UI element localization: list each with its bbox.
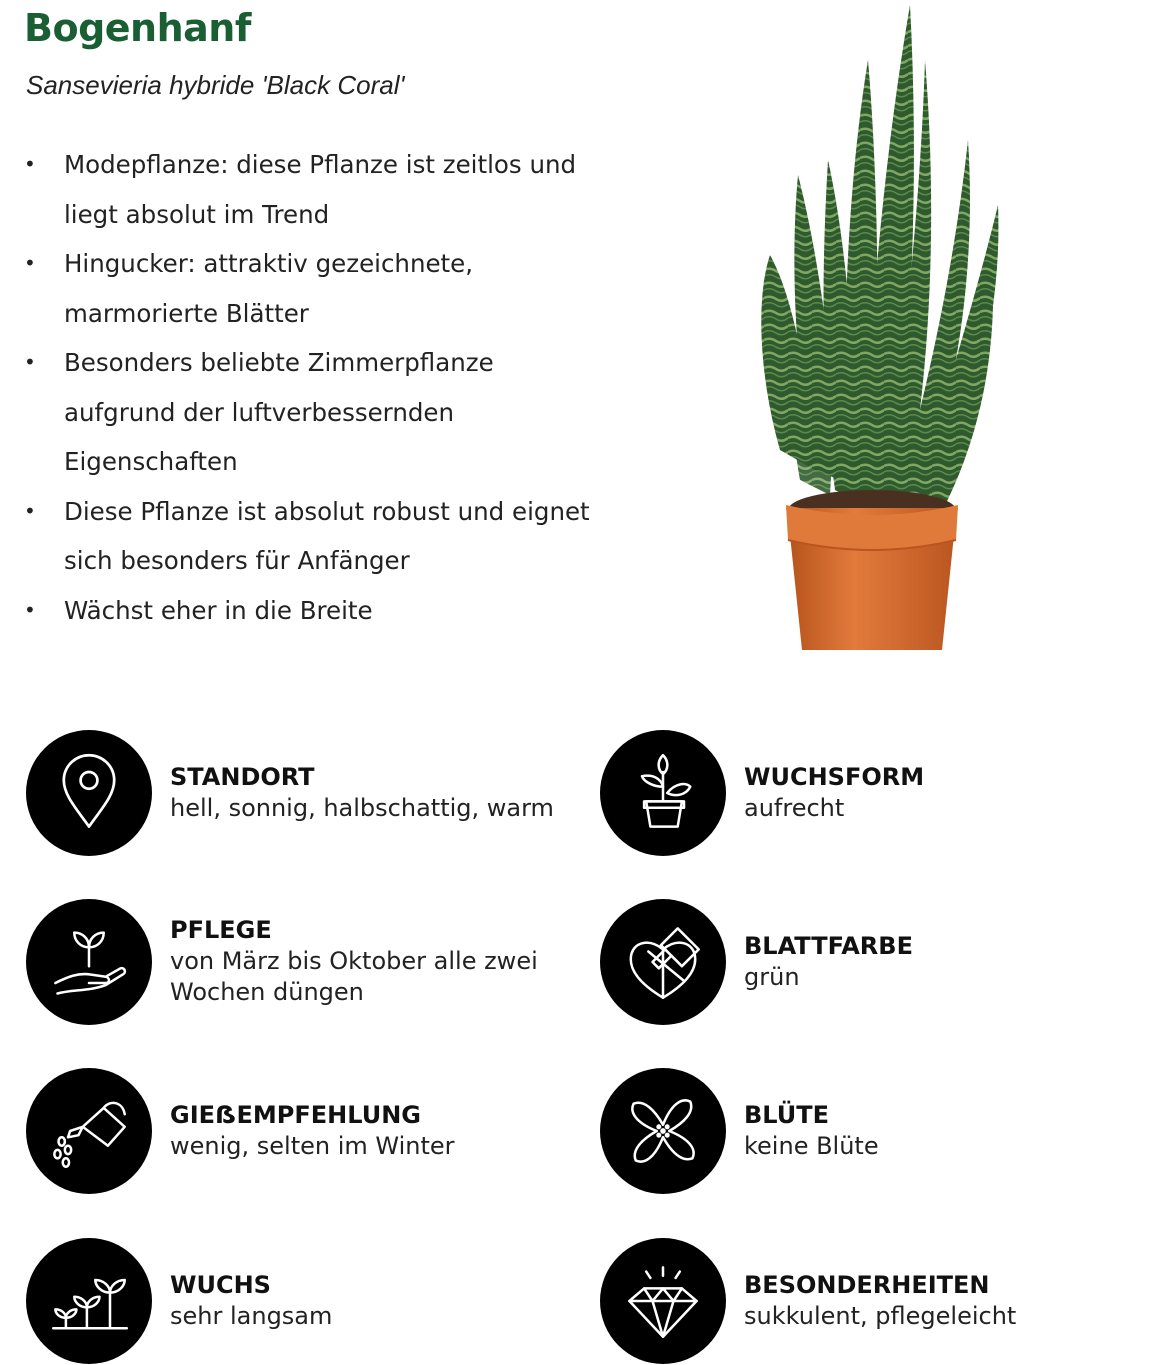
hand-seedling-icon — [26, 899, 152, 1025]
potted-plant-icon — [600, 730, 726, 856]
info-blattfarbe — [600, 899, 913, 1025]
info-value: grün — [744, 962, 800, 991]
info-value: wenig, selten im Winter — [170, 1131, 455, 1160]
bullet-icon: • — [24, 152, 36, 176]
flower-icon — [600, 1068, 726, 1194]
feature-line: Eigenschaften — [64, 447, 238, 476]
bullet-icon: • — [24, 498, 36, 523]
feature-line: marmorierte Blätter — [64, 298, 309, 328]
info-label: STANDORT — [170, 762, 315, 791]
bullet-icon: • — [24, 350, 36, 374]
info-value: hell, sonnig, halbschattig, warm — [170, 793, 554, 822]
feature-item — [24, 140, 604, 239]
info-label: WUCHS — [170, 1270, 271, 1299]
info-giessen — [26, 1068, 455, 1194]
feature-line: Wächst eher in die Breite — [64, 595, 373, 625]
info-besonderheiten — [600, 1238, 1016, 1364]
info-pflege — [26, 899, 538, 1025]
bullet-icon: • — [24, 597, 36, 622]
info-bluete — [600, 1068, 879, 1194]
info-label: BESONDERHEITEN — [744, 1270, 990, 1299]
feature-line: aufgrund der luftverbessernden — [64, 397, 455, 427]
feature-line: Besonders beliebte Zimmerpflanze — [64, 348, 494, 377]
info-label: PFLEGE — [170, 916, 272, 944]
info-label: BLATTFARBE — [744, 931, 913, 960]
feature-item — [24, 338, 604, 487]
info-value: von März bis Oktober alle zwei — [170, 947, 538, 975]
info-value: sehr langsam — [170, 1301, 333, 1330]
feature-list — [24, 140, 604, 635]
growing-plants-icon — [26, 1238, 152, 1364]
feature-line: Modepflanze: diese Pflanze ist zeitlos und — [64, 150, 577, 179]
feature-line: Hingucker: attraktiv gezeichnete, — [64, 249, 474, 278]
location-pin-icon — [26, 730, 152, 856]
info-value: keine Blüte — [744, 1131, 879, 1160]
info-label: GIEẞEMPFEHLUNG — [170, 1100, 421, 1129]
feature-line: Diese Pflanze ist absolut robust und eignet — [64, 496, 590, 526]
feature-item — [24, 586, 604, 636]
feature-line: liegt absolut im Trend — [64, 199, 330, 229]
plant-image — [740, 0, 1020, 665]
diamond-icon — [600, 1238, 726, 1364]
info-label: BLÜTE — [744, 1100, 829, 1129]
info-label: WUCHSFORM — [744, 762, 925, 791]
feature-item — [24, 487, 604, 586]
info-wuchsform — [600, 730, 924, 856]
info-value: Wochen düngen — [170, 978, 364, 1006]
feature-line: sich besonders für Anfänger — [64, 546, 410, 575]
info-value: aufrecht — [744, 793, 845, 822]
info-value: sukkulent, pflegeleicht — [744, 1301, 1017, 1330]
watering-can-icon — [26, 1068, 152, 1194]
bullet-icon: • — [24, 251, 36, 275]
product-title: Bogenhanf — [24, 6, 251, 50]
feature-item — [24, 239, 604, 338]
info-wuchs — [26, 1238, 332, 1364]
leaf-brush-icon — [600, 899, 726, 1025]
info-standort — [26, 730, 554, 856]
botanical-name: Sansevieria hybride 'Black Coral' — [26, 70, 405, 100]
